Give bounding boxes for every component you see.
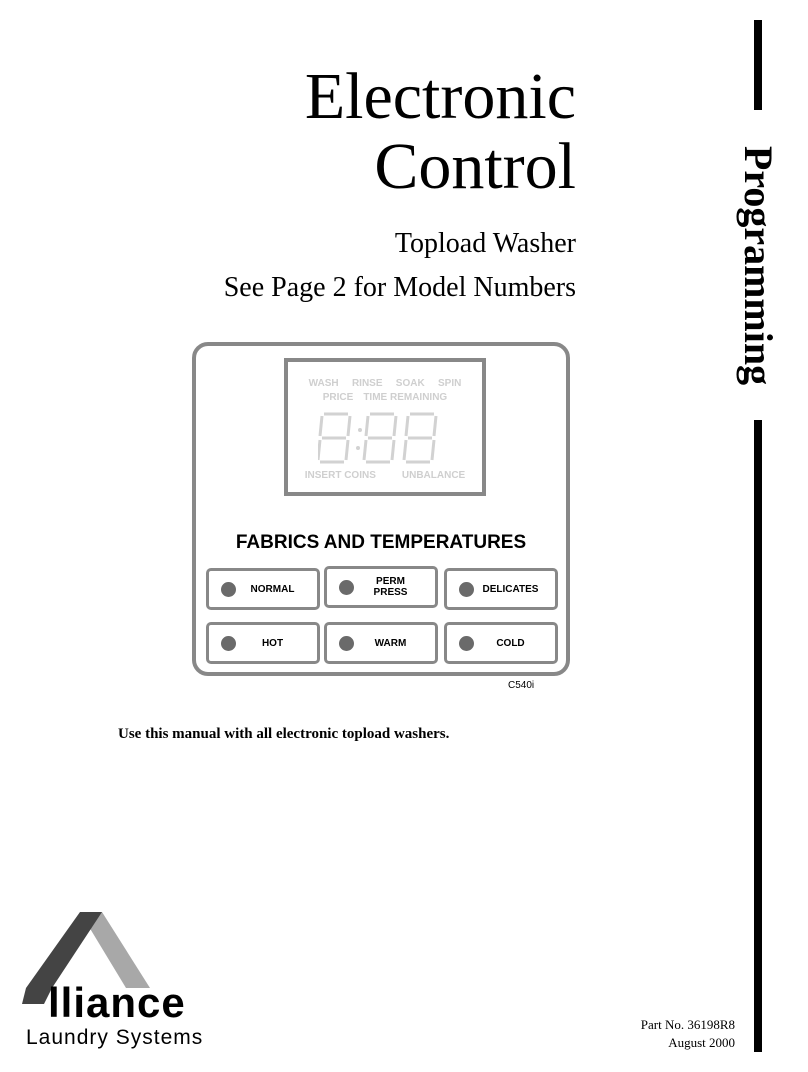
display-label-wash: WASH: [308, 378, 339, 389]
perm-press-button: [324, 566, 438, 608]
side-tab: [737, 120, 781, 410]
title-line-1: Electronic: [304, 60, 576, 133]
display-label-unbalance: UNBALANCE: [401, 470, 466, 481]
subtitle: Topload Washer: [394, 228, 576, 259]
display-label-insert-coins: INSERT COINS: [304, 470, 376, 481]
side-tab-label: Programming: [736, 145, 782, 385]
led-display: [284, 358, 486, 496]
led-indicator-icon: [221, 582, 236, 597]
publication-date: August 2000: [668, 1035, 735, 1050]
button-label: COLD: [496, 637, 525, 649]
part-number: Part No. 36198R8: [640, 1017, 735, 1032]
button-label: DELICATES: [482, 583, 539, 595]
delicates-button: [444, 568, 558, 610]
led-indicator-icon: [221, 636, 236, 651]
control-panel-illustration: [192, 342, 570, 676]
normal-button: [206, 568, 320, 610]
led-indicator-icon: [339, 636, 354, 651]
hot-button: [206, 622, 320, 664]
display-label-rinse: RINSE: [351, 378, 383, 389]
side-tab-bar-top: [754, 20, 762, 110]
display-label-spin: SPIN: [438, 378, 462, 389]
seven-segment-digits: [318, 412, 458, 464]
display-status-labels: [288, 470, 482, 481]
button-label: HOT: [261, 637, 284, 649]
logo-wordmark: [48, 979, 186, 1026]
warm-button: [324, 622, 438, 664]
logo-word: lliance: [48, 979, 186, 1026]
figure-code: C540i: [508, 680, 535, 691]
usage-note: Use this manual with all electronic topload washers.: [118, 726, 450, 742]
title-line-2: Control: [374, 130, 576, 203]
model-numbers-note: See Page 2 for Model Numbers: [223, 272, 576, 303]
display-label-price: PRICE: [322, 392, 354, 403]
display-label-soak: SOAK: [395, 378, 425, 389]
led-indicator-icon: [339, 580, 354, 595]
button-label: NORMAL: [250, 583, 295, 595]
display-cycle-labels: [288, 378, 482, 389]
fabrics-heading: FABRICS AND TEMPERATURES: [235, 532, 527, 553]
part-number-block: [641, 1016, 735, 1052]
display-info-labels: [288, 392, 482, 403]
display-label-time-remaining: TIME REMAINING: [363, 392, 448, 403]
led-indicator-icon: [459, 636, 474, 651]
button-label: WARM: [374, 637, 407, 649]
logo-subtitle: Laundry Systems: [26, 1026, 204, 1049]
button-label: PERM PRESS: [373, 576, 408, 598]
page-title: [305, 62, 576, 202]
led-indicator-icon: [459, 582, 474, 597]
cold-button: [444, 622, 558, 664]
side-tab-bar-bottom: [754, 420, 762, 1052]
